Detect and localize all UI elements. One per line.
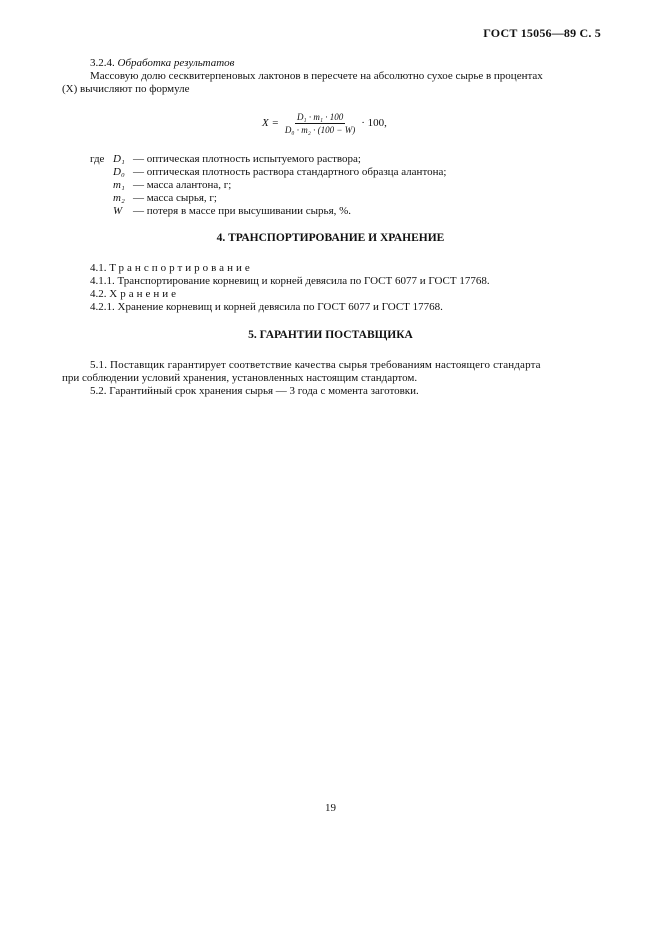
definition-text: — масса сырья, г; [133, 192, 217, 204]
formula-lhs: X = [262, 117, 279, 129]
item-5-2: 5.2. Гарантийный срок хранения сырья — 3 года с момента заготовки. [90, 385, 419, 397]
definition-text: — масса алантона, г; [133, 179, 232, 191]
item-title: Обработка результатов [117, 57, 235, 69]
paragraph-line: (X) вычисляют по формуле [62, 83, 190, 95]
definition-symbol: D₁ [113, 153, 125, 165]
definition-row [90, 166, 446, 179]
paragraph-line: Массовую долю сесквитерпеновых лактонов в пересчете на абсолютно сухое сырье в процентах [90, 70, 543, 82]
item-number: 3.2.4. [90, 57, 115, 69]
item-4-1-1: 4.1.1. Транспортирование корневищ и корней девясила по ГОСТ 6077 и ГОСТ 17768. [90, 275, 490, 287]
item-number: 4.2. [90, 288, 107, 300]
definition-row [90, 205, 446, 218]
formula-fraction [283, 112, 357, 135]
item-3-2-4-heading [90, 57, 234, 70]
definition-row [90, 192, 446, 205]
page-number: 19 [325, 802, 336, 814]
definition-row [90, 179, 446, 192]
definition-row [90, 153, 446, 166]
section-4-heading: 4. ТРАНСПОРТИРОВАНИЕ И ХРАНЕНИЕ [216, 232, 445, 244]
item-5-1-line2: при соблюдении условий хранения, установленных настоящим стандартом. [62, 372, 418, 384]
formula-numerator: D₁ · m₁ · 100 [296, 111, 344, 122]
page-header: ГОСТ 15056—89 С. 5 [483, 26, 601, 40]
variable-definitions [90, 153, 446, 218]
definition-symbol: m₂ [113, 192, 125, 204]
section-5-heading: 5. ГАРАНТИИ ПОСТАВЩИКА [248, 329, 413, 341]
definition-text: — оптическая плотность раствора стандартного образца алантона; [133, 166, 447, 178]
formula [262, 108, 387, 138]
definition-symbol: D₀ [113, 166, 125, 178]
formula-rhs: · 100, [361, 117, 387, 129]
item-title-spaced: Транспортирование [109, 262, 253, 274]
definition-symbol: W [113, 205, 123, 217]
formula-denominator: D₀ · m₂ · (100 − W) [284, 124, 356, 135]
definition-symbol: m₁ [113, 179, 125, 191]
item-4-2 [90, 288, 179, 301]
item-4-1 [90, 262, 253, 275]
item-number: 4.1. [90, 262, 107, 274]
item-5-1-line1: 5.1. Поставщик гарантирует соответствие качества сырья требованиям настоящего стандарта [90, 359, 541, 371]
definition-text: — потеря в массе при высушивании сырья, %. [133, 205, 352, 217]
item-4-2-1: 4.2.1. Хранение корневищ и корней девясила по ГОСТ 6077 и ГОСТ 17768. [90, 301, 443, 313]
item-title-spaced: Хранение [109, 288, 180, 300]
where-label: где [90, 153, 105, 165]
definition-text: — оптическая плотность испытуемого раствора; [133, 153, 361, 165]
